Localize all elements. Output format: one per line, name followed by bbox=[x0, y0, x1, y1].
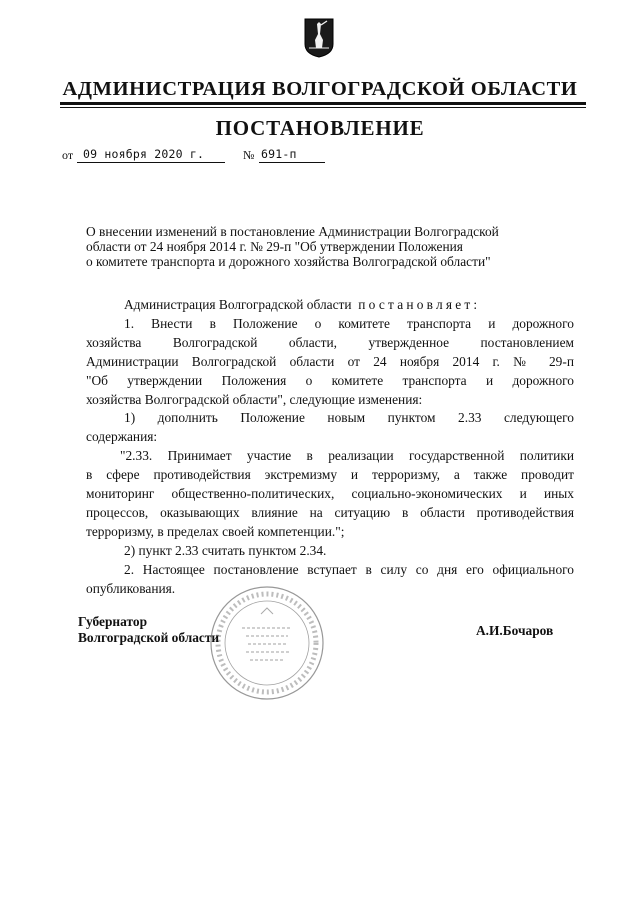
body-line: Администрации Волгоградской области от 24 ноября 2014 г. № 29-п bbox=[86, 353, 574, 369]
body-line: в сфере противодействия экстремизму и терроризму, а также проводит bbox=[86, 467, 574, 483]
document-meta bbox=[62, 145, 362, 165]
signatory-region: Волгоградской области bbox=[78, 630, 220, 645]
official-seal-icon bbox=[206, 584, 328, 702]
intro-prefix: Администрация Волгоградской области bbox=[124, 297, 352, 312]
intro-resolves: постановляет: bbox=[358, 297, 481, 312]
body-intro bbox=[86, 296, 574, 315]
body-line: процессов, оказывающих влияние на ситуацию в области противодействия bbox=[86, 504, 574, 520]
subject-line: области от 24 ноября 2014 г. № 29-п "Об утверждении Положения bbox=[86, 239, 463, 254]
document-date: 09 ноября 2020 г. bbox=[83, 147, 205, 161]
document-type-title: ПОСТАНОВЛЕНИЕ bbox=[215, 116, 425, 140]
subject-line: О внесении изменений в постановление Администрации Волгоградской bbox=[86, 224, 499, 239]
subject-line: о комитете транспорта и дорожного хозяйства Волгоградской области" bbox=[86, 254, 491, 269]
body-line: опубликования. bbox=[86, 580, 176, 596]
body-line: содержания: bbox=[86, 429, 158, 445]
document-subject bbox=[86, 224, 574, 269]
date-underline bbox=[77, 162, 225, 163]
date-label: от bbox=[62, 148, 74, 162]
body-line: "Об утверждении Положения о комитете транспорта и дорожного bbox=[86, 372, 574, 388]
body-line: "2.33. Принимает участие в реализации государственной политики bbox=[120, 448, 574, 464]
body-line: хозяйства Волгоградской области", следующие изменения: bbox=[86, 391, 423, 407]
coat-of-arms-icon bbox=[304, 18, 334, 58]
header-rule-thin bbox=[60, 107, 586, 108]
number-underline bbox=[259, 162, 325, 163]
body-line: 2. Настоящее постановление вступает в силу со дня его официального bbox=[124, 561, 574, 577]
header-rule-thick bbox=[60, 102, 586, 105]
body-line: мониторинг общественно-политических, социально-экономических и иных bbox=[86, 486, 574, 502]
signatory-position: Губернатор bbox=[78, 614, 148, 629]
body-line: терроризму, в пределах своей компетенции."; bbox=[86, 523, 345, 539]
body-line: хозяйства Волгоградской области, утвержденное постановлением bbox=[86, 334, 574, 350]
document-body bbox=[86, 296, 574, 599]
body-line: 2) пункт 2.33 считать пунктом 2.34. bbox=[124, 542, 327, 558]
signatory-name: А.И.Бочаров bbox=[476, 623, 554, 638]
signatory-title bbox=[78, 614, 219, 646]
number-label: № bbox=[243, 148, 255, 162]
body-line: 1) дополнить Положение новым пунктом 2.33 следующего bbox=[124, 410, 574, 426]
document-number: 691-п bbox=[261, 147, 297, 161]
body-line: 1. Внести в Положение о комитете транспорта и дорожного bbox=[124, 315, 574, 331]
organization-title: АДМИНИСТРАЦИЯ ВОЛГОГРАДСКОЙ ОБЛАСТИ bbox=[62, 78, 578, 100]
